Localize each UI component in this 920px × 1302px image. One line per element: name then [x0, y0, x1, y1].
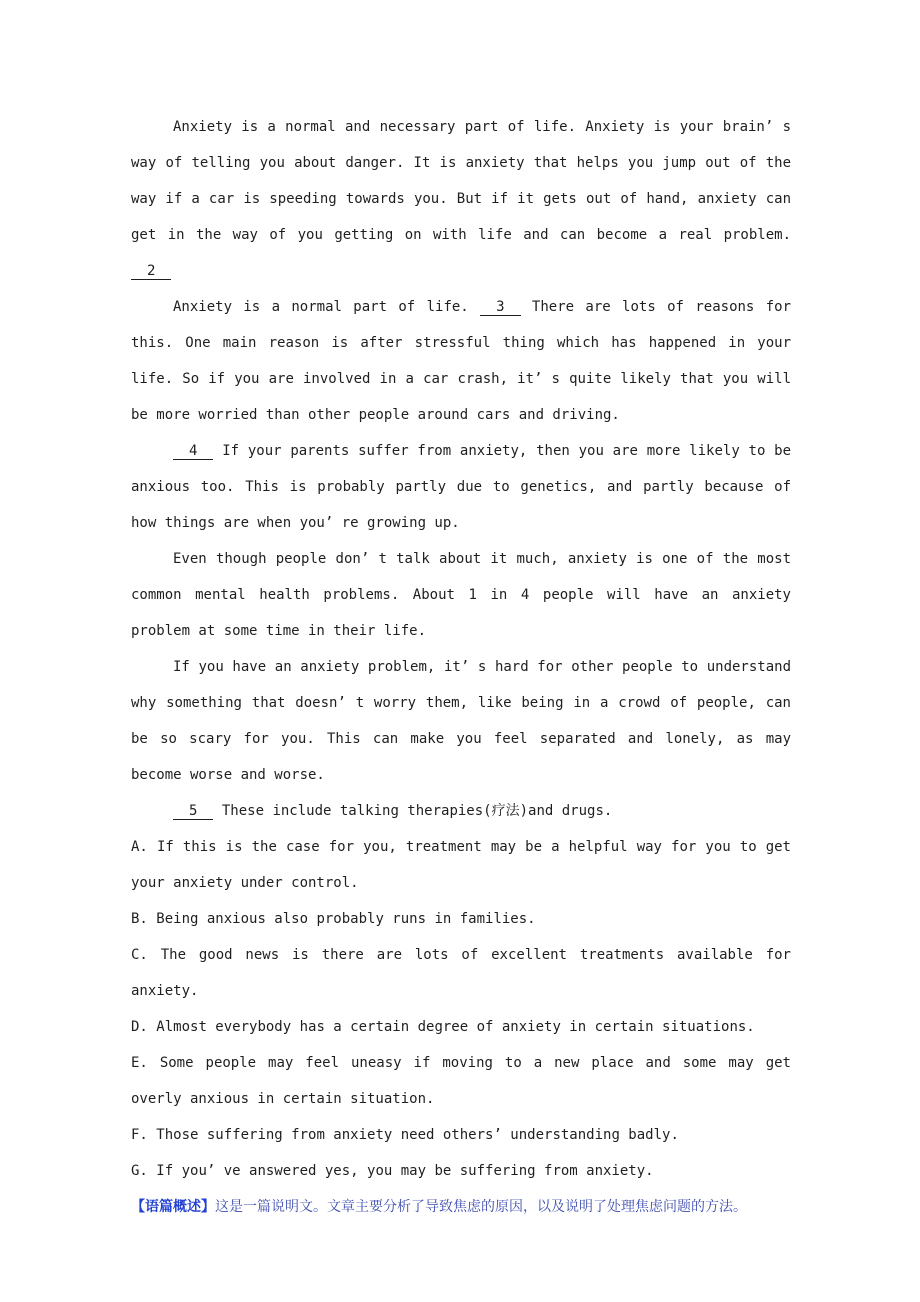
passage-text: These include talking therapies(疗法)and drugs.: [213, 803, 613, 819]
summary: [131, 1189, 791, 1225]
option-text: Those suffering from anxiety need others’ understanding badly.: [156, 1127, 679, 1143]
passage-paragraph: [131, 541, 791, 649]
passage-text: If your parents suffer from anxiety, then you are more likely to be anxious too. This is probably partly due to genetics, and partly because of how things are when you’ re growing up.: [131, 443, 791, 531]
option-label: B.: [131, 911, 157, 927]
option-text: The good news is there are lots of excellent treatments available for anxiety.: [131, 947, 791, 999]
option-text: If this is the case for you, treatment may be a helpful way for you to get your anxiety under control.: [131, 839, 791, 891]
option-text: Being anxious also probably runs in families.: [156, 911, 536, 927]
option-item: [131, 1045, 791, 1117]
option-item: [131, 901, 791, 937]
option-label: G.: [131, 1163, 157, 1179]
passage-paragraph: [131, 289, 791, 433]
option-item: [131, 829, 791, 901]
blank-gap: 5: [173, 803, 213, 820]
blank-gap: 4: [173, 443, 213, 460]
passage-text: Even though people don’ t talk about it much, anxiety is one of the most common mental health problems. About 1 in 4 people will have an anxiety problem at some time in their life.: [131, 551, 791, 639]
passage-paragraph: [131, 793, 791, 829]
passage-paragraph: [131, 109, 791, 289]
option-item: [131, 937, 791, 1009]
summary-text: 这是一篇说明文。文章主要分析了导致焦虑的原因，以及说明了处理焦虑问题的方法。: [215, 1199, 747, 1215]
summary-label: 【语篇概述】: [131, 1199, 215, 1215]
option-item: [131, 1153, 791, 1189]
option-item: [131, 1117, 791, 1153]
option-label: A.: [131, 839, 157, 855]
option-item: [131, 1009, 791, 1045]
option-label: C.: [131, 947, 161, 963]
passage-text: Anxiety is a normal part of life.: [173, 299, 481, 315]
blank-gap: 3: [480, 299, 520, 316]
blank-gap: 2: [131, 263, 171, 280]
option-label: D.: [131, 1019, 157, 1035]
passage-paragraph: [131, 649, 791, 793]
passage-paragraph: [131, 433, 791, 541]
option-text: Some people may feel uneasy if moving to a new place and some may get overly anxious in certain situation.: [131, 1055, 791, 1107]
passage: [131, 109, 791, 829]
passage-text: Anxiety is a normal and necessary part of life. Anxiety is your brain’ s way of telling you about danger. It is anxiety that helps you jump out of the way if a car is speeding towards you. But if it gets out of hand, anxiety can get in the way of you getting on with life and can become a real problem.: [131, 119, 791, 243]
option-text: If you’ ve answered yes, you may be suffering from anxiety.: [156, 1163, 654, 1179]
passage-text: If you have an anxiety problem, it’ s hard for other people to understand why something that doesn’ t worry them, like being in a crowd of people, can be so scary for you. This can make you feel separated and lonely, as may become worse and worse.: [131, 659, 791, 783]
passage-text: There are lots of reasons for this. One main reason is after stressful thing which has happened in your life. So if you are involved in a car crash, it’ s quite likely that you will be more worried than other people around cars and driving.: [131, 299, 791, 423]
options-list: [131, 829, 791, 1189]
option-label: E.: [131, 1055, 160, 1071]
option-text: Almost everybody has a certain degree of anxiety in certain situations.: [156, 1019, 755, 1035]
option-label: F.: [131, 1127, 157, 1143]
